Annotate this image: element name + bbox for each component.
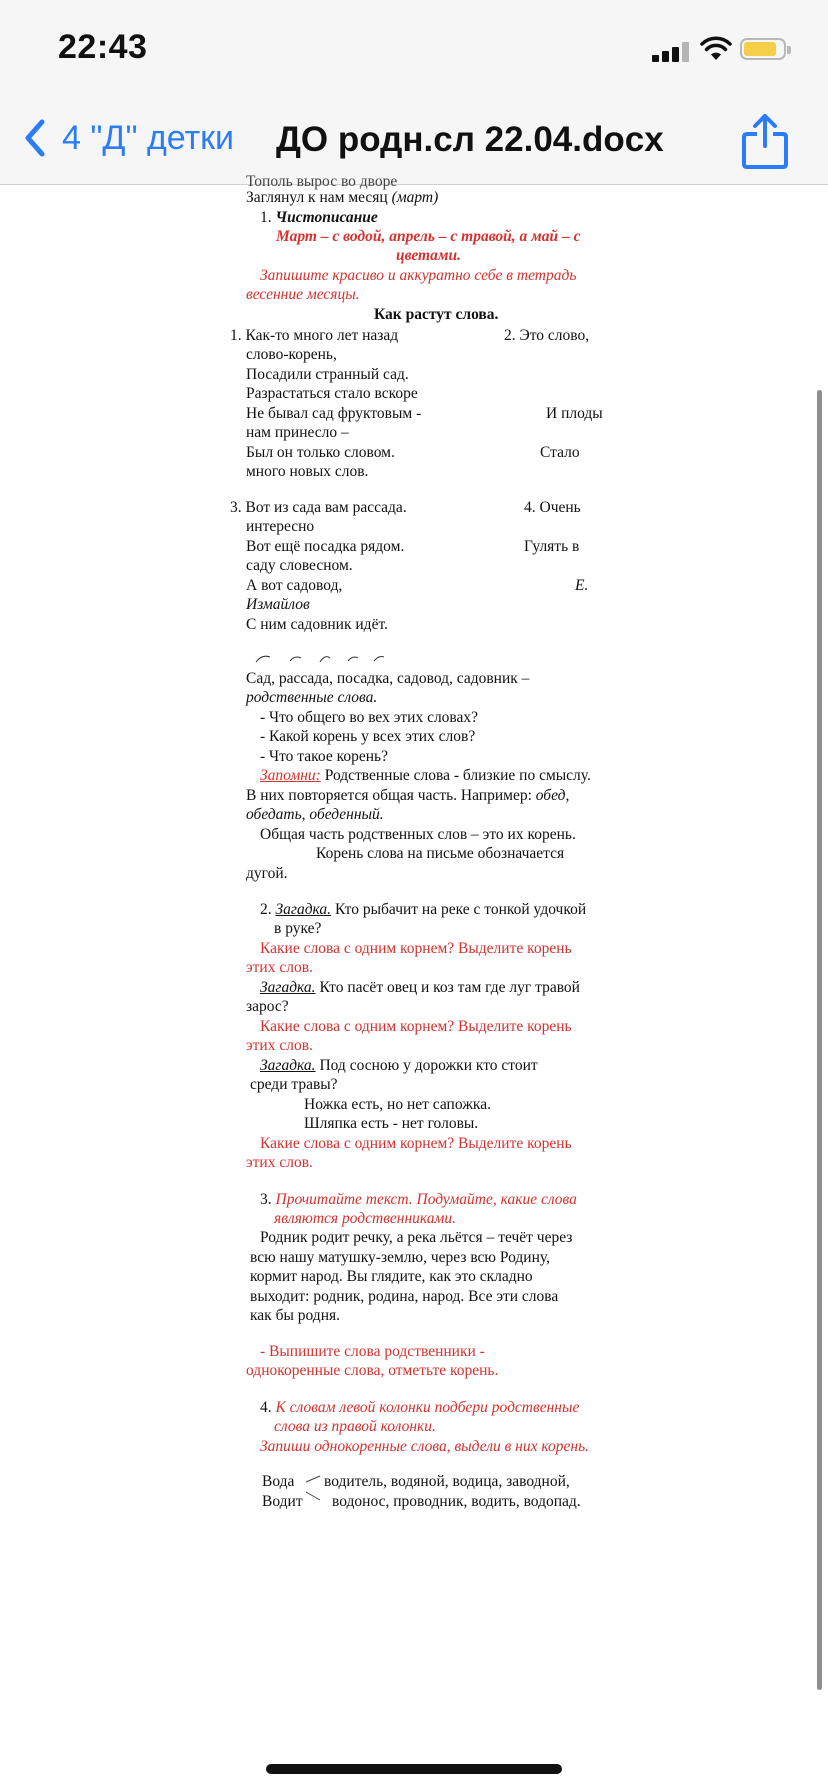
- task-text: Какие слова с одним корнем? Выделите корень: [260, 1018, 572, 1035]
- left-column-word: Водит: [262, 1493, 303, 1510]
- section-heading: Чистописание: [275, 209, 378, 226]
- task-text: этих слов.: [246, 1154, 313, 1171]
- document-title: ДО родн.сл 22.04.docx: [276, 120, 664, 159]
- task-text: однокоренные слова, отметьте корень.: [246, 1362, 499, 1379]
- back-button[interactable]: [20, 116, 234, 160]
- question: - Что такое корень?: [260, 748, 388, 765]
- right-column-words: водитель, водяной, водица, заводной,: [324, 1473, 570, 1490]
- poem-title: Как растут слова.: [374, 306, 499, 323]
- rule-text: Общая часть родственных слов – это их корень.: [260, 826, 576, 843]
- task-text: Какие слова с одним корнем? Выделите корень: [260, 1135, 572, 1152]
- poem-line: саду словесном.: [246, 557, 353, 574]
- poem-line: Был он только словом.: [246, 444, 395, 461]
- status-bar: [0, 0, 828, 100]
- task-text: - Выпишите слова родственники -: [260, 1343, 485, 1360]
- cut-off-line: Тополь вырос во дворе: [246, 173, 398, 190]
- task-text: слова из правой колонки.: [274, 1418, 436, 1435]
- riddle-text: Кто пасёт овец и коз там где луг травой: [315, 979, 580, 996]
- task-text: весенние месяцы.: [246, 286, 360, 303]
- riddle-text: Шляпка есть - нет головы.: [304, 1115, 479, 1132]
- wifi-icon: [700, 36, 732, 62]
- rule-text: Корень слова на письме обозначается: [316, 845, 565, 862]
- task-text: являются родственниками.: [274, 1210, 457, 1227]
- share-icon[interactable]: [740, 112, 790, 170]
- home-indicator[interactable]: [266, 1764, 562, 1774]
- poem-hint: (март): [391, 189, 439, 206]
- text-line: кормит народ. Вы глядите, как это складно: [250, 1268, 533, 1285]
- text-line: всю нашу матушку-землю, через всю Родину,: [250, 1249, 550, 1266]
- poem-line: Вот ещё посадка рядом.: [246, 538, 405, 555]
- poem-line: много новых слов.: [246, 463, 369, 480]
- item-number: 4.: [260, 1399, 272, 1416]
- proverb-line: цветами.: [396, 247, 461, 264]
- item-number: 3.: [260, 1191, 272, 1208]
- poem-line: слово-корень,: [246, 346, 337, 363]
- proverb-line: Март – с водой, апрель – с травой, а май – с: [276, 228, 581, 245]
- riddle-text: зарос?: [246, 998, 289, 1015]
- match-lines: [304, 1472, 324, 1512]
- task-text: Прочитайте текст. Подумайте, какие слова: [275, 1191, 577, 1208]
- question: - Что общего во вех этих словах?: [260, 709, 479, 726]
- navigation-bar: [0, 100, 828, 185]
- riddle-text: Кто рыбачит на реке с тонкой удочкой: [331, 901, 587, 918]
- poem-line: А вот садовод,: [246, 577, 343, 594]
- status-time: 22:43: [58, 28, 148, 66]
- poem-line: И плоды: [546, 405, 603, 422]
- task-text: этих слов.: [246, 1037, 313, 1054]
- riddle-text: Под сосною у дорожки кто стоит: [315, 1057, 538, 1074]
- battery-icon: [740, 38, 786, 60]
- word-list: родственные слова.: [246, 689, 378, 706]
- question: - Какой корень у всех этих слов?: [260, 728, 476, 745]
- poem-author: Е.: [575, 577, 589, 594]
- left-column-word: Вода: [262, 1473, 295, 1490]
- rule-example: обед,: [531, 787, 570, 804]
- task-text: Какие слова с одним корнем? Выделите корень: [260, 940, 572, 957]
- poem-line: 2. Это слово,: [504, 327, 590, 344]
- poem-line: Не бывал сад фруктовым -: [246, 405, 422, 422]
- poem-author: Измайлов: [246, 596, 310, 613]
- rule-example: обедать, обеденный.: [246, 806, 384, 823]
- riddle-text: Ножка есть, но нет сапожка.: [304, 1096, 491, 1113]
- task-text: Запишите красиво и аккуратно себе в тетрадь: [260, 267, 577, 284]
- poem-line: нам принесло –: [246, 424, 349, 441]
- text-line: как бы родня.: [250, 1307, 340, 1324]
- poem-line: Стало: [540, 444, 580, 461]
- item-number: 2.: [260, 901, 272, 918]
- poem-line: Разрастаться стало вскоре: [246, 385, 418, 402]
- right-column-words: водонос, проводник, водить, водопад.: [332, 1493, 581, 1510]
- poem-line: Заглянул к нам месяц: [246, 189, 388, 206]
- root-arc-marks: [254, 652, 384, 664]
- poem-line: Посадили странный сад.: [246, 366, 409, 383]
- word-list: Сад, рассада, посадка, садовод, садовник –: [246, 670, 530, 687]
- riddle-label: Загадка.: [260, 979, 316, 996]
- poem-line: 1. Как-то много лет назад: [230, 327, 399, 344]
- poem-line: С ним садовник идёт.: [246, 616, 388, 633]
- riddle-text: среди травы?: [250, 1076, 338, 1093]
- poem-line: интересно: [246, 518, 315, 535]
- task-text: К словам левой колонки подбери родственные: [275, 1399, 580, 1416]
- text-line: выходит: родник, родина, народ. Все эти слова: [250, 1288, 559, 1305]
- riddle-label: Загадка.: [275, 901, 332, 918]
- rule-text: Родственные слова - близкие по смыслу.: [320, 767, 591, 784]
- text-line: Родник родит речку, а река льётся – течёт через: [260, 1229, 573, 1246]
- remember-label: Запомни:: [260, 767, 321, 784]
- poem-line: Гулять в: [524, 538, 580, 555]
- rule-text: В них повторяется общая часть. Например:: [246, 787, 532, 804]
- poem-line: 3. Вот из сада вам рассада.: [230, 499, 407, 516]
- back-button-label: 4 "Д" детки: [62, 118, 235, 157]
- riddle-text: в руке?: [274, 920, 322, 937]
- item-number: 1.: [260, 209, 272, 226]
- poem-line: 4. Очень: [524, 499, 581, 516]
- cellular-signal-icon: [652, 42, 692, 62]
- rule-text: дугой.: [246, 865, 288, 882]
- riddle-label: Загадка.: [260, 1057, 316, 1074]
- task-text: Запиши однокоренные слова, выдели в них корень.: [260, 1438, 590, 1455]
- task-text: этих слов.: [246, 959, 313, 976]
- chevron-left-icon: [20, 116, 50, 160]
- scrollbar[interactable]: [817, 390, 822, 1690]
